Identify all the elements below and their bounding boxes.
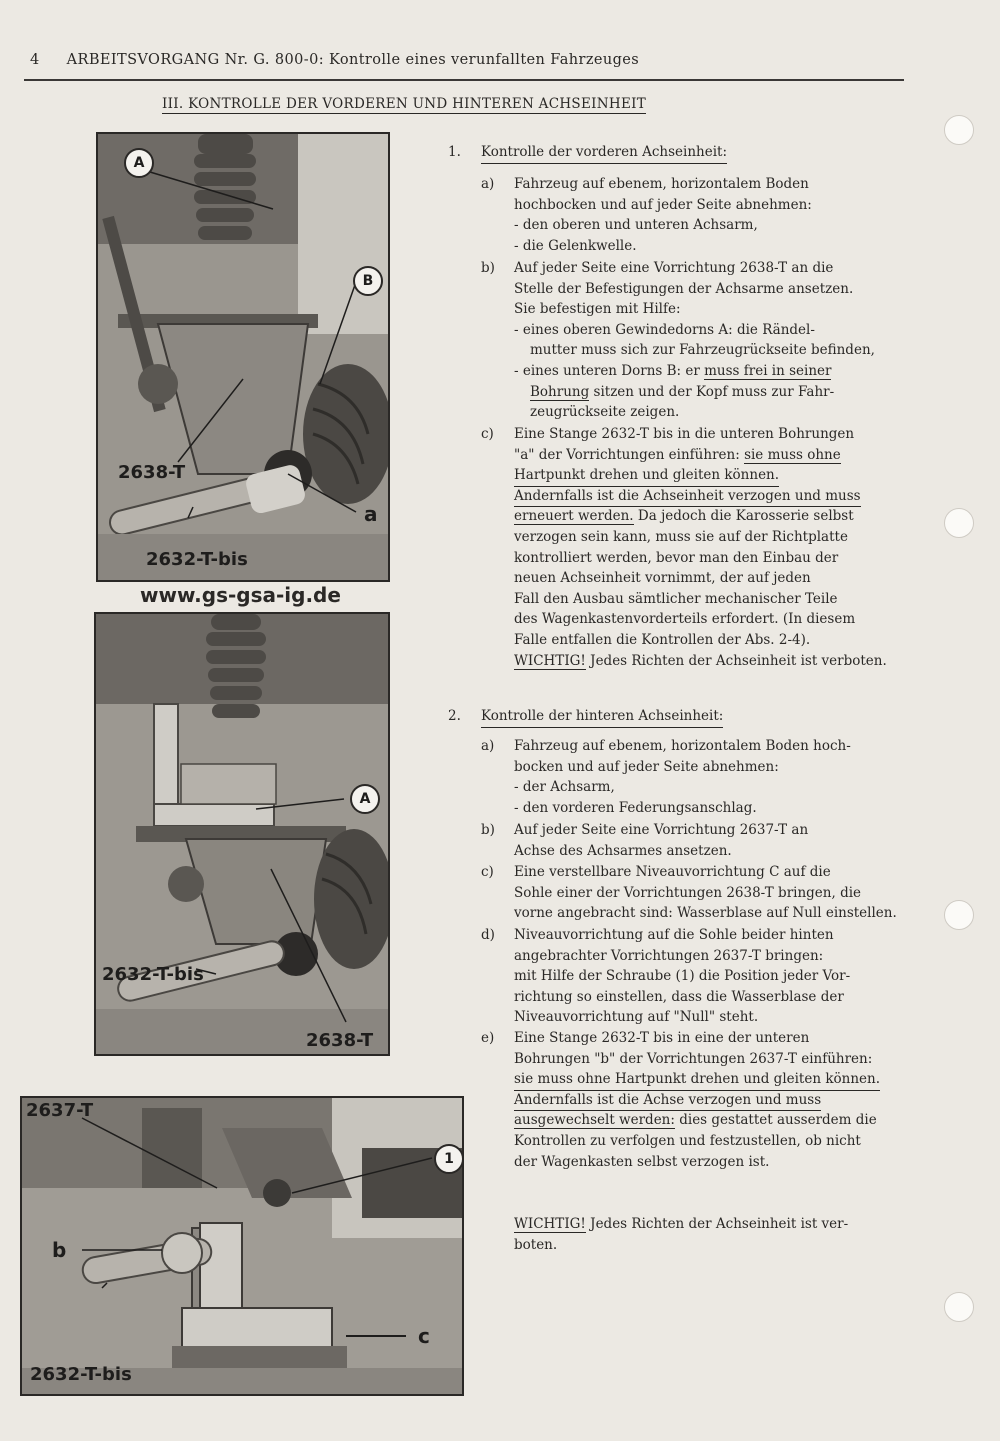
front-c-line: Hartpunkt drehen und gleiten können. <box>514 465 779 487</box>
header-title: ARBEITSVORGANG Nr. G. 800-0: Kontrolle eines verunfallten Fahrzeuges <box>66 52 640 68</box>
photo-rear-tool-detail <box>22 1098 462 1394</box>
rear-c-line: Sohle einer der Vorrichtungen 2638-T bringen, die <box>514 884 862 901</box>
front-c-line: erneuert werden. Da jedoch die Karosserie selbst <box>514 508 854 525</box>
label-2632-t-bis: 2632-T-bis <box>30 1364 132 1385</box>
front-b-line: Bohrung sitzen und der Kopf muss zur Fahr- <box>530 383 835 400</box>
front-a-line: hochbocken und auf jeder Seite abnehmen: <box>514 196 812 213</box>
page-header <box>30 52 639 68</box>
front-c-line: Fall den Ausbau sämtlicher mechanischer Teile <box>514 590 838 607</box>
rear-b-mark: b) <box>481 822 495 838</box>
front-b-line: Sie befestigen mit Hilfe: <box>514 301 681 318</box>
front-c-line: verzogen sein kann, muss sie auf der Richtplatte <box>514 529 848 545</box>
front-b-line: Stelle der Befestigungen der Achsarme ansetzen. <box>514 280 854 297</box>
rear-heading: Kontrolle der hinteren Achseinheit: <box>481 706 723 728</box>
rear-c-line: Eine verstellbare Niveauvorrichtung C auf die <box>514 864 831 880</box>
rear-d-line: mit Hilfe der Schraube (1) die Position jeder Vor- <box>514 968 851 985</box>
front-c-line: "a" der Vorrichtungen einführen: sie muss ohne <box>514 446 841 463</box>
label-c: c <box>418 1324 430 1348</box>
leader-line-c <box>346 1335 406 1337</box>
front-b-line: zeugrückseite zeigen. <box>530 404 680 421</box>
front-c-line: Andernfalls ist die Achseinheit verzogen und muss <box>514 486 861 508</box>
front-c-line: WICHTIG! Jedes Richten der Achseinheit ist verboten. <box>514 653 887 669</box>
punch-hole <box>944 508 974 538</box>
front-a-line: - den oberen und unteren Achsarm, <box>514 217 758 234</box>
section-title: III. KONTROLLE DER VORDEREN UND HINTEREN ACHSEINHEIT <box>162 96 647 112</box>
label-b-circle: B <box>353 266 383 296</box>
front-b-line: Auf jeder Seite eine Vorrichtung 2638-T an die <box>514 260 834 276</box>
rear-a-mark: a) <box>481 738 495 754</box>
rear-e-line: ausgewechselt werden: dies gestattet ausserdem die <box>514 1112 877 1129</box>
label-2637-t: 2637-T <box>26 1100 94 1121</box>
front-b-line: mutter muss sich zur Fahrzeugrückseite befinden, <box>530 342 875 359</box>
rear-b-line: Auf jeder Seite eine Vorrichtung 2637-T an <box>514 822 809 838</box>
rear-e-line: Bohrungen "b" der Vorrichtungen 2637-T einführen: <box>514 1050 873 1067</box>
front-c-mark: c) <box>481 426 494 442</box>
rear-a-line: - der Achsarm, <box>514 779 615 796</box>
rear-e-mark: e) <box>481 1030 495 1046</box>
figure-rear-tool-detail <box>20 1096 464 1396</box>
header-rule <box>24 79 904 81</box>
rear-a-line: - den vorderen Federungsanschlag. <box>514 799 757 816</box>
label-a-circle: A <box>124 148 154 178</box>
rear-d-line: richtung so einstellen, dass die Wasserblase der <box>514 988 844 1005</box>
page-number: 4 <box>30 52 40 68</box>
rear-c-mark: c) <box>481 864 494 880</box>
rear-d-line: Niveauvorrichtung auf die Sohle beider hinten <box>514 927 834 943</box>
rear-note-line: boten. <box>514 1236 558 1253</box>
rear-e-line: Eine Stange 2632-T bis in eine der unteren <box>514 1030 810 1046</box>
punch-hole <box>944 115 974 145</box>
rear-note-line: WICHTIG! Jedes Richten der Achseinheit ist ver- <box>514 1216 849 1232</box>
front-b-line: - eines unteren Dorns B: er muss frei in seiner <box>514 363 832 379</box>
front-c-line: des Wagenkastenvorderteils erfordert. (In diesem <box>514 611 856 628</box>
rear-d-line: Niveauvorrichtung auf "Null" steht. <box>514 1009 759 1026</box>
rear-d-line: angebrachter Vorrichtungen 2637-T bringen: <box>514 947 824 964</box>
rear-a-line: Fahrzeug auf ebenem, horizontalem Boden hoch- <box>514 738 851 754</box>
rear-e-line: Andernfalls ist die Achse verzogen und muss <box>514 1090 821 1112</box>
front-number: 1. <box>448 144 461 160</box>
front-a-line: - die Gelenkwelle. <box>514 237 637 254</box>
rear-d-mark: d) <box>481 927 495 943</box>
front-c-line: kontrolliert werden, bevor man den Einbau der <box>514 549 839 566</box>
front-heading: Kontrolle der vorderen Achseinheit: <box>481 142 727 164</box>
rear-a-line: bocken und auf jeder Seite abnehmen: <box>514 758 779 775</box>
label-2638-t: 2638-T <box>118 462 186 483</box>
front-b-line: - eines oberen Gewindedorns A: die Rändel- <box>514 321 815 338</box>
label-small-a: a <box>364 502 378 526</box>
front-c-line: neuen Achseinheit vornimmt, der auf jeden <box>514 570 811 587</box>
label-a-circle: A <box>350 784 380 814</box>
photo-rear-axle <box>96 614 388 1054</box>
figure-rear-axle <box>94 612 390 1056</box>
photo-front-axle <box>98 134 388 580</box>
label-1-circle: 1 <box>434 1144 464 1174</box>
front-c-line: Falle entfallen die Kontrollen der Abs. 2-4). <box>514 632 811 648</box>
label-b: b <box>52 1238 67 1262</box>
rear-number: 2. <box>448 708 461 724</box>
punch-hole <box>944 900 974 930</box>
front-a-mark: a) <box>481 176 495 192</box>
punch-hole <box>944 1292 974 1322</box>
rear-e-line: sie muss ohne Hartpunkt drehen und gleiten können. <box>514 1069 880 1091</box>
front-c-line: Eine Stange 2632-T bis in die unteren Bohrungen <box>514 426 855 442</box>
rear-e-line: Kontrollen zu verfolgen und festzustellen, ob nicht <box>514 1133 861 1149</box>
website-watermark: www.gs-gsa-ig.de <box>140 583 341 607</box>
figure-front-axle <box>96 132 390 582</box>
rear-b-line: Achse des Achsarmes ansetzen. <box>514 842 732 859</box>
front-b-mark: b) <box>481 260 495 276</box>
front-a-line: Fahrzeug auf ebenem, horizontalem Boden <box>514 176 809 192</box>
label-2638-t: 2638-T <box>306 1030 374 1051</box>
label-2632-t-bis: 2632-T-bis <box>146 549 248 570</box>
label-2632-t-bis: 2632-T-bis <box>102 964 204 985</box>
rear-c-line: vorne angebracht sind: Wasserblase auf Null einstellen. <box>514 905 897 922</box>
rear-e-line: der Wagenkasten selbst verzogen ist. <box>514 1153 770 1170</box>
